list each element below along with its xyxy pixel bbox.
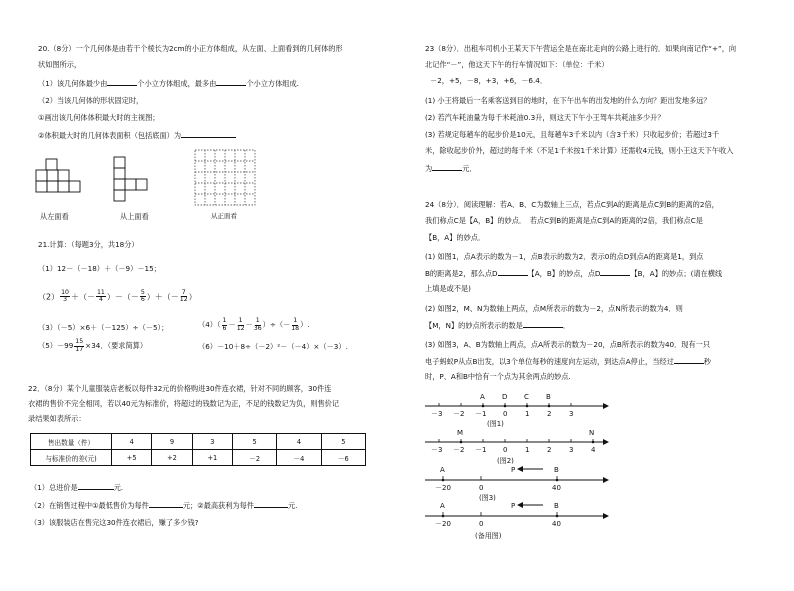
q22-highest-profit-blank[interactable] [254, 500, 288, 508]
q24-part3-line3: 时，P、A和B中恰有一个点为其余两点的妙点. [425, 372, 571, 381]
q24-part3-line1: (3) 如图3，A、B为数轴上两点，点A所表示的数为－20，点B所表示的数为40．现有一只 [425, 340, 711, 349]
fraction: $\frac{1}{6}$ [222, 317, 227, 332]
q20-answer-min-blank[interactable] [107, 78, 137, 86]
q20-stem-line1: 20.（8分）一个几何体是由若干个棱长为2cm的小正方体组成，从左面、上面看到的几何体的形 [38, 44, 343, 53]
fig4-tick: －20 [435, 520, 451, 528]
q24-part1-line3: 上填是或不是) [425, 284, 471, 293]
fig3-label-b: B [554, 466, 559, 474]
q24-d-ab-blank[interactable] [498, 268, 528, 276]
q23-data: －2，+5，－8，+3，+6，－6.4． [430, 76, 548, 85]
q24-stem-line1: 24（8分）．阅读理解：若A、B、C为数轴上三点，若点C到A的距离是点C到B的距离的2倍， [425, 200, 719, 209]
fig2-label-m: M [457, 429, 464, 437]
fig4-tick: 40 [552, 520, 561, 528]
table-row [31, 450, 366, 466]
fig2-tick: 1 [525, 446, 530, 454]
table-cell: －6 [321, 450, 365, 466]
fig1-label-d: D [502, 393, 508, 401]
q22-part2: （2）在销售过程中①最低售价为每件 元；②最高获利为每件 元. [30, 501, 298, 510]
fraction: $\frac{1}{18}$ [291, 317, 300, 332]
fig2-tick: －1 [475, 446, 487, 454]
fig1-tick: 1 [525, 410, 530, 418]
fig1-tick: 0 [503, 410, 508, 418]
fig1-tick: 3 [569, 410, 574, 418]
q20-stem-line2: 状如图所示， [38, 60, 82, 69]
q21-item6: （6）－10＋8÷（－2）²－（－4）×（－3）. [198, 342, 348, 351]
q20-front-view-label: 从正面看 [211, 212, 237, 220]
q21-item5: （5）－99 $\frac{15}{17}$ ×34．（要求简算） [38, 338, 148, 353]
q21-item4: （4）（ $\frac{1}{6}$ － $\frac{1}{12}$ － $\frac{1}{36}$ ）÷（－ $\frac{1}{18}$ ）. [198, 317, 310, 332]
q20-left-view-figure [36, 157, 86, 207]
fig1-tick: －2 [453, 410, 465, 418]
q24-stem-line2: 我们称点C是【A，B】的妙点． 若点C到B的距离是点C到A的距离的2倍，我们称点C是 [425, 216, 703, 225]
q23-part2: (2) 若汽车耗油量为每千米耗油0.3升，则这天下午小王驾车共耗油多少升？ [425, 113, 665, 122]
table-cell: －2 [232, 450, 276, 466]
fig4-caption: (备用图) [475, 532, 502, 540]
q22-stem-line1: 22．（8分）某个儿童服装店老板以每件32元的价格购进30件连衣裙，针对不同的顾客，30件连 [28, 384, 332, 393]
fig2-tick: －2 [453, 446, 465, 454]
q23-part1: (1) 小王将最后一名乘客送到目的地时，在下午出车的出发地的什么方向？距出发地多远？ [425, 96, 711, 105]
q22-lowest-price-blank[interactable] [149, 500, 183, 508]
table-cell: －4 [277, 450, 321, 466]
table-row-header: 与标准价的差(元) [31, 450, 112, 466]
fraction: $\frac{10}{3}$ [61, 289, 69, 304]
q24-part1-line2: B的距离是2，那么点D 【A，B】的妙点，点D 【B，A】的妙点；(请在横线 [425, 269, 723, 278]
fraction: $\frac{1}{36}$ [253, 317, 262, 332]
q24-spare-figure-number-line [425, 496, 605, 546]
fig1-label-a: A [480, 393, 485, 401]
fig2-tick: 2 [547, 446, 552, 454]
table-cell: +2 [152, 450, 192, 466]
q21-header: 21.计算：（每题3分，共18分） [38, 240, 139, 249]
fig3-tick: 40 [552, 484, 561, 492]
fig2-tick: 4 [591, 446, 596, 454]
fig4-label-b: B [554, 502, 559, 510]
q20-left-view-label: 从左面看 [40, 212, 69, 221]
q20-part1: （1）该几何体最少由 个小立方体组成，最多由 个小立方体组成. [38, 79, 299, 88]
q23-income-blank[interactable] [432, 163, 462, 171]
fig2-caption: (图2) [497, 457, 514, 465]
fig3-label-p: P [511, 466, 516, 474]
q23-stem-line1: 23（8分）．出租车司机小王某天下午营运全是在南北走向的公路上进行的．如果向南记作“+”，向 [425, 44, 737, 53]
q24-figure1-number-line [425, 386, 605, 426]
q23-part3-line3: 为 元． [425, 164, 477, 173]
table-cell: +5 [112, 450, 152, 466]
q21-item1: （1）12－（－18）＋（－9）－15； [38, 264, 161, 273]
q24-part1-line1: (1) 如图1，点A表示的数为－1，点B表示的数为2．表示0的点D到点A的距离是1，到点 [425, 252, 704, 261]
q24-part3-line2: 电子蚂蚁P从点B出发，以3个单位每秒的速度向左运动，到达点A停止，当经过 秒 [425, 357, 711, 366]
q24-part2-line2: 【M，N】的妙点所表示的数是 ． [425, 321, 571, 330]
fig4-label-a: A [440, 502, 445, 510]
fig1-caption: (图1) [487, 420, 504, 428]
fig1-label-c: C [524, 393, 529, 401]
q24-mn-point-blank[interactable] [523, 320, 563, 328]
fig1-tick: －1 [475, 410, 487, 418]
q22-stem-line3: 录结果如表所示： [28, 414, 86, 423]
fig4-tick: 0 [479, 520, 484, 528]
q22-stem-line2: 衣裙的售价不完全相同，若以40元为标准价，将超过的钱数记为正，不足的钱数记为负，则售价记 [28, 399, 340, 408]
table-cell: 5 [232, 434, 276, 450]
q20-part2-sub2: ②体积最大时的几何体表面积（包括底面）为 [38, 130, 236, 140]
fraction: $\frac{11}{4}$ [96, 289, 105, 304]
fig2-tick: －3 [431, 446, 443, 454]
q22-part3: （3）该服装店在售完这30件连衣裙后，赚了多少钱? [30, 518, 199, 527]
q23-stem-line2: 北记作“－”，他这天下午的行车情况如下：（单位：千米） [425, 60, 609, 69]
fig3-label-a: A [440, 466, 445, 474]
q23-part3-line1: (3) 若规定每趟车的起步价是10元，且每趟车3千米以内（含3千米）只收起步价；若超过3千 [425, 130, 720, 139]
fig2-label-n: N [589, 429, 595, 437]
table-cell: 4 [277, 434, 321, 450]
q23-part3-line2: 米，除收起步价外，超过的每千米（不足1千米按1千米计算）还需收4元钱，则小王这天下午收入 [425, 146, 734, 155]
q21-item3: （3）（－5）×6＋（－125）÷（－5）； [38, 323, 169, 332]
table-cell: 4 [112, 434, 152, 450]
q24-part2-line1: (2) 如图2，M、N为数轴上两点，点M所表示的数为－2，点N所表示的数为4．则 [425, 304, 683, 313]
q22-part1: （1）总进价是 元. [30, 483, 124, 492]
table-row-header: 售出数量（件） [31, 434, 112, 450]
q24-d-ba-blank[interactable] [600, 268, 630, 276]
q22-total-cost-blank[interactable] [78, 482, 114, 490]
fig3-caption: (图3) [479, 494, 496, 502]
table-cell: 5 [321, 434, 365, 450]
fraction: $\frac{7}{12}$ [179, 289, 188, 304]
table-cell: +1 [192, 450, 232, 466]
q20-surface-area-blank[interactable] [181, 130, 236, 138]
q21-item2: （2） $\frac{10}{3}$ ＋（－ $\frac{11}{4}$ ）－（－ $\frac{5}{6}$ ）＋（－ $\frac{7}{12}$ ） [38, 289, 197, 304]
fig2-tick: 0 [503, 446, 508, 454]
q20-front-view-grid[interactable] [195, 150, 261, 206]
fig1-label-b: B [546, 393, 551, 401]
q20-top-view-label: 从上面看 [120, 212, 149, 221]
q20-part2: （2）当该几何体的形状固定时， [38, 96, 144, 105]
fig2-tick: 3 [569, 446, 574, 454]
q20-top-view-figure [114, 155, 154, 210]
fraction: $\frac{15}{17}$ [75, 338, 84, 353]
fig1-tick: －3 [431, 410, 443, 418]
fraction: $\frac{1}{12}$ [236, 317, 245, 332]
table-cell: 3 [192, 434, 232, 450]
fig4-label-p: P [511, 502, 516, 510]
fig3-tick: －20 [435, 484, 451, 492]
table-row [31, 434, 366, 450]
fig3-tick: 0 [479, 484, 484, 492]
q20-answer-max-blank[interactable] [216, 78, 246, 86]
table-cell: 9 [152, 434, 192, 450]
fig1-tick: 2 [547, 410, 552, 418]
q22-sales-table [30, 433, 366, 466]
q20-part2-sub1: ①画出该几何体体积最大时的主视图； [38, 113, 160, 122]
q24-seconds-blank[interactable] [674, 356, 704, 364]
fraction: $\frac{5}{6}$ [140, 289, 145, 304]
q24-stem-line3: 【B，A】的妙点． [425, 233, 486, 242]
